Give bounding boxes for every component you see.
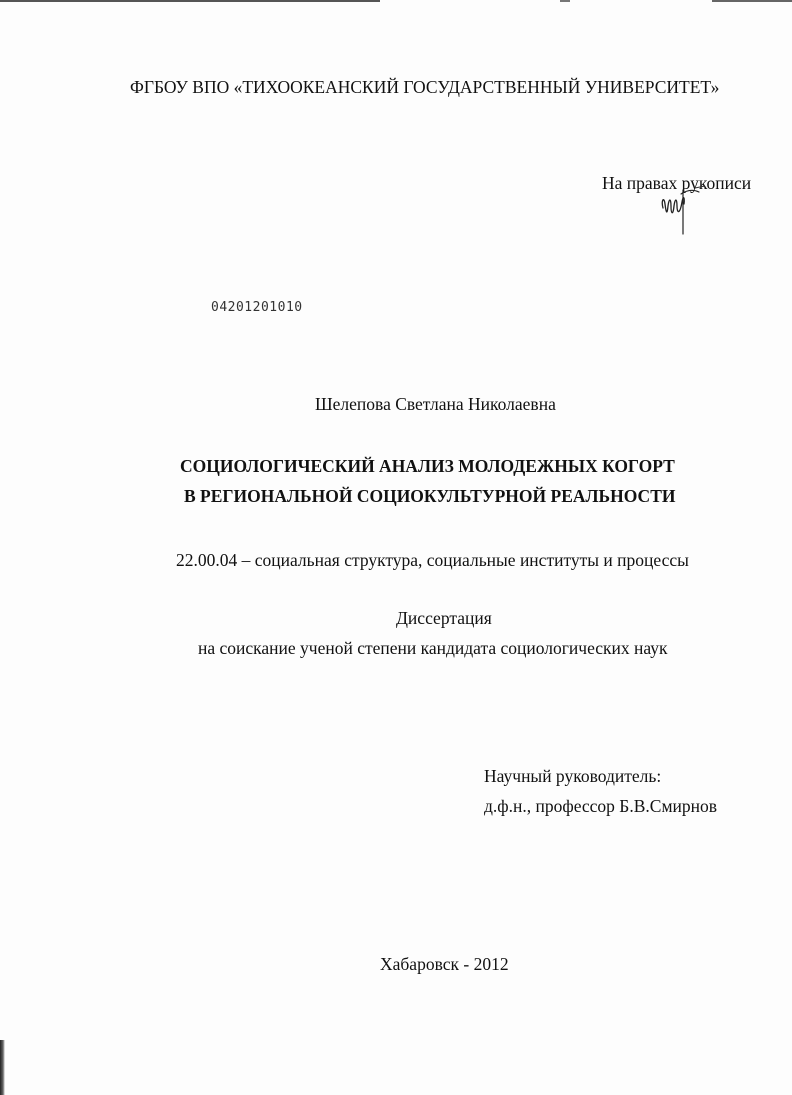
scan-edge-line [0, 0, 792, 2]
advisor-label: Научный руководитель: [484, 766, 662, 786]
dissertation-title-line-1: СОЦИОЛОГИЧЕСКИЙ АНАЛИЗ МОЛОДЕЖНЫХ КОГОРТ [180, 456, 675, 476]
author-name: Шелепова Светлана Николаевна [315, 394, 556, 414]
dissertation-title-line-2: В РЕГИОНАЛЬНОЙ СОЦИОКУЛЬТУРНОЙ РЕАЛЬНОСТИ [184, 486, 676, 506]
scan-edge-shadow [0, 1040, 5, 1095]
advisor-name: д.ф.н., профессор Б.В.Смирнов [484, 796, 718, 816]
catalog-number: 04201201010 [211, 300, 303, 315]
degree-description: на соискание ученой степени кандидата социологических наук [198, 638, 668, 658]
document-type: Диссертация [396, 608, 492, 628]
university-name: ФГБОУ ВПО «ТИХООКЕАНСКИЙ ГОСУДАРСТВЕННЫЙ УНИВЕРСИТЕТ» [130, 77, 720, 97]
handwritten-signature [655, 186, 711, 236]
manuscript-note: На правах рукописи [602, 173, 752, 193]
specialty-code: 22.00.04 – социальная структура, социальные институты и процессы [176, 550, 689, 570]
city-year: Хабаровск - 2012 [380, 954, 509, 974]
